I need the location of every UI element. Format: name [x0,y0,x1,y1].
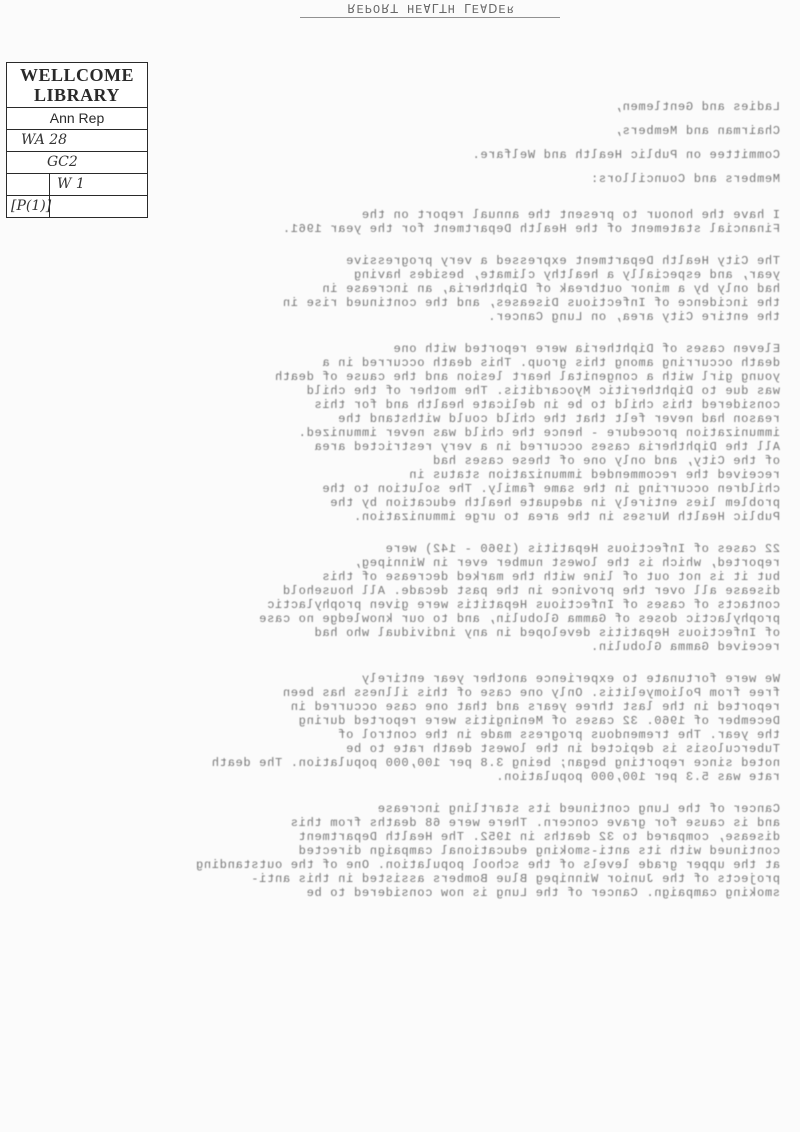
stamp-row-2: GC2 [7,152,147,174]
ghost-line: year, and especially a healthy climate, besides having [353,268,780,282]
ghost-line: children occurring in the same family. The solution to the [321,482,780,496]
ghost-line: received Gamma Globulin. [590,640,780,654]
ghost-line: had only by a minor outbreak of Diphtheria, an increase in [321,282,780,296]
stamp-row-4: [P(1)] [7,196,147,217]
ghost-line: of Infectious Hepatitis developed in any individual who had [313,626,780,640]
ghost-line: smoking campaign. Cancer of the Lung is now considered to be [305,886,780,900]
ghost-line: disease, compared to 32 deaths in 1952. The Health Department [298,830,780,844]
library-stamp [6,62,148,218]
ghost-line: We were fortunate to experience another year entirely [361,672,780,686]
ghost-line: I have the honour to present the annual report on the [361,208,780,222]
ghost-line: prophylactic doses of Gamma Globulin, and to our knowledge no case [258,612,780,626]
ghost-line: disease all over the province in the past decade. All household [282,584,780,598]
ghost-line: 22 cases of Infectious Hepatitis (1960 - 142) were [384,542,780,556]
ghost-line: reason had never felt that the child could withstand the [337,412,780,426]
ghost-line: but it is not out of line with the marked decrease of this [321,570,780,584]
ghost-line: problem lies entirely in adequate health education by the [329,496,780,510]
stamp-row-3: W 1 [7,174,147,196]
ghost-line: death occurring among this group. This death occurred in a [321,356,780,370]
ghost-line: Financial statement of the Health Department for the year 1961. [282,222,780,236]
bleed-through-text [150,100,780,900]
ghost-line: reported in the last three years and that one case occurred in [290,700,780,714]
stamp-collection: Ann Rep [7,108,147,130]
ghost-line: at the upper grade levels of the school population. One of the outstanding [195,858,780,872]
ghost-line: rate was 5.3 per 100,000 population. [495,770,780,784]
ghost-line: the incidence of Infectious Diseases, and the continued rise in [282,296,780,310]
stamp-title [7,63,147,108]
ghost-line: Public Health Nurses in the area to urge immunization. [353,510,780,524]
ghost-line: and is cause for grave concern. There were 68 deaths from this [290,816,780,830]
ghost-line: All the Diphtheria cases occurred in a very restricted area [313,440,780,454]
ghost-line: contacts of cases of Infectious Hepatitis were given prophylactic [266,598,780,612]
ghost-line: projects of the Junior Winnipeg Blue Bombers assisted in this anti- [250,872,780,886]
ghost-line: The City Health Department expressed a very progressive [345,254,780,268]
ghost-line: young girl with a congenital heart lesion and the cause of death [274,370,780,384]
ghost-line: Committee on Public Health and Welfare. [471,148,780,162]
ghost-line: received the recommended immunization status in [408,468,780,482]
ghost-line: the entire City area, on Lung Cancer. [487,310,780,324]
stamp-row-1: WA 28 [7,130,147,152]
stamp-title-line1: WELLCOME [19,65,134,85]
ghost-line: considered this child to be in delicate health and for this [313,398,780,412]
ghost-line: the year. The tremendous progress made in the control of [337,728,780,742]
ghost-line: of the City, and only one of these cases had [432,454,780,468]
ghost-line: Chairman and Members, [614,124,780,138]
ghost-line: Eleven cases of Diphtheria were reported with one [392,342,780,356]
ghost-line: Cancer of the Lung continued its startling increase [377,802,780,816]
ghost-line: reported, which is the lowest number ever in Winnipeg, [353,556,780,570]
ghost-line: noted since reporting began; being 3.8 per 100,000 population. The death [211,756,780,770]
ghost-line: continued with its anti-smoking educational campaign directed [298,844,780,858]
stamp-title-line2: LIBRARY [34,85,120,105]
ghost-line: December of 1960. 32 cases of Meningitis were reported during [298,714,780,728]
ghost-line: Ladies and Gentlemen, [614,100,780,114]
ghost-line: immunization procedure - hence the child was never immunized. [298,426,780,440]
ghost-line: was due to Diphtheritic Myocarditis. The mother of the child [305,384,780,398]
ghost-line: free from Poliomyelitis. Only one case of this illness has been [282,686,780,700]
ghost-line: Members and Councillors: [590,172,780,186]
ghost-line: Tuberculosis is depicted in the lowest death rate to be [345,742,780,756]
ghost-header: ᴚƎᗡ∀Ǝꓶ HꓕꓶⱯƎH ꓕꓤOԀƎꓤ [300,2,560,18]
